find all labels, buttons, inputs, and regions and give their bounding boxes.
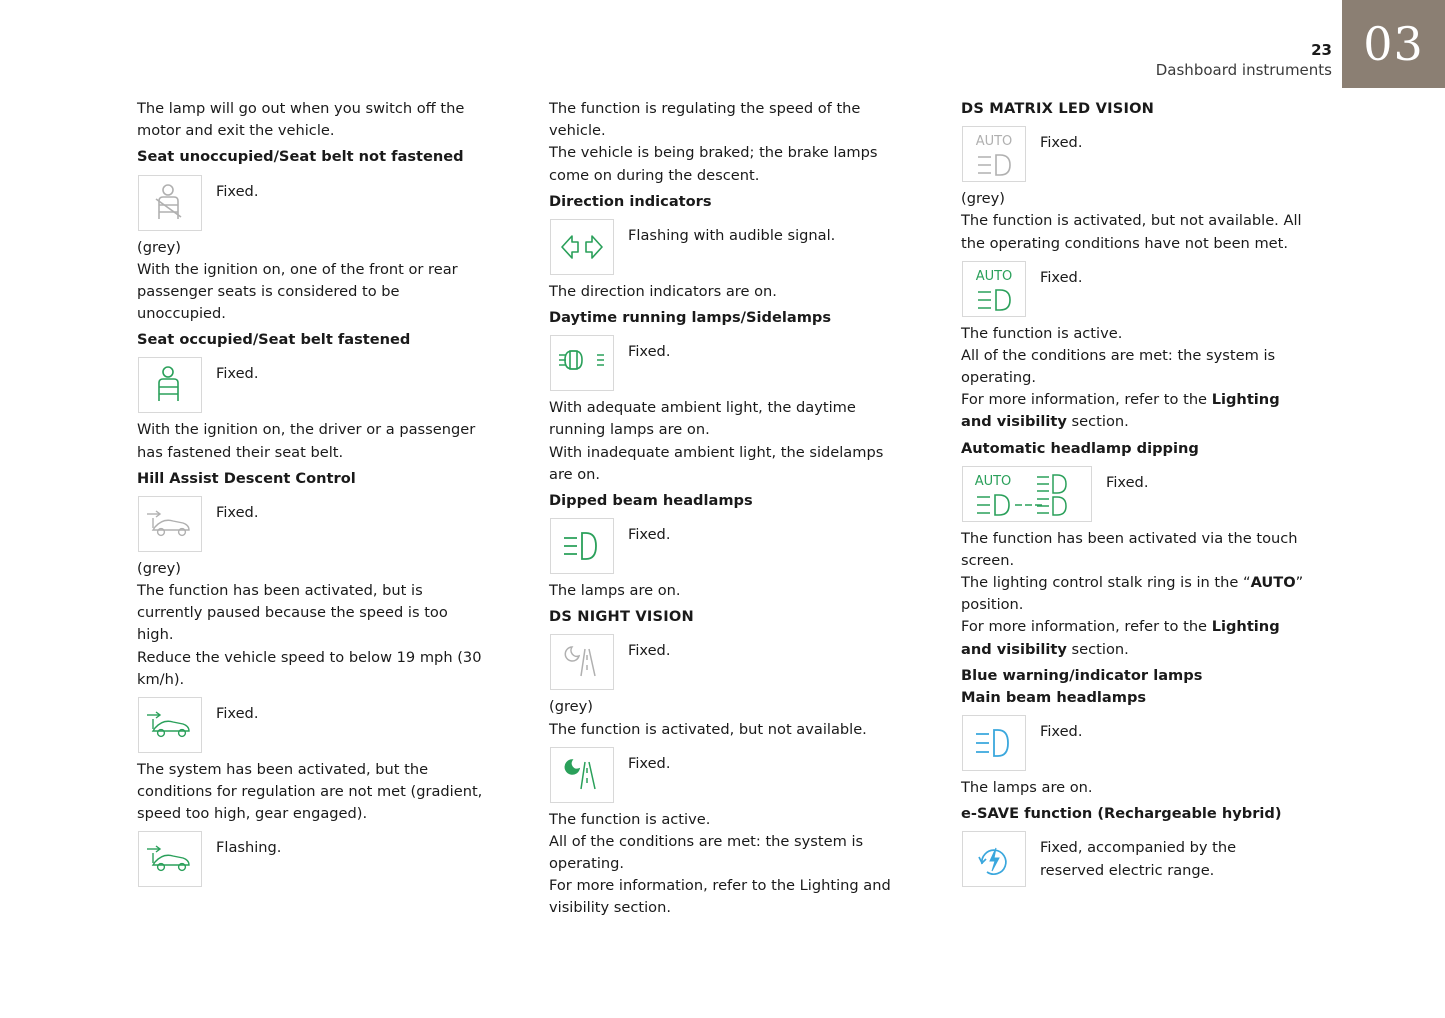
svg-text:AUTO: AUTO bbox=[975, 134, 1013, 150]
automatic-headlamp-dipping-icon bbox=[962, 466, 1092, 522]
heading-daytime-running-lamps: Daytime running lamps/Sidelamps bbox=[549, 309, 832, 327]
chapter-number: 03 bbox=[1363, 17, 1424, 71]
icon-caption: Fixed. bbox=[628, 526, 671, 544]
icon-row-matrix-led-grey bbox=[961, 126, 1309, 182]
paragraph: Reduce the vehicle speed to below 19 mph (30 km/h). bbox=[137, 648, 482, 688]
icon-caption: Fixed. bbox=[1106, 473, 1149, 491]
paragraph: The function is regulating the speed of the vehicle. bbox=[549, 100, 861, 140]
paragraph: With inadequate ambient light, the sidelamps are on. bbox=[549, 443, 884, 483]
page-number: 23 bbox=[1311, 41, 1332, 59]
page-header bbox=[1156, 40, 1332, 81]
paragraph-grey: (grey) bbox=[137, 238, 181, 256]
text-part: The lighting control stalk ring is in the “ bbox=[961, 574, 1251, 592]
icon-row-seat-unoccupied bbox=[137, 175, 485, 231]
icon-row-main-beam bbox=[961, 715, 1309, 771]
icon-caption: Fixed. bbox=[216, 503, 259, 521]
icon-caption: Flashing with audible signal. bbox=[628, 226, 836, 244]
icon-caption: Fixed, accompanied by the reserved electric range. bbox=[1040, 839, 1237, 879]
column-2 bbox=[549, 98, 897, 920]
paragraph: All of the conditions are met: the system is operating. bbox=[549, 832, 864, 873]
paragraph-auto-position bbox=[961, 572, 1309, 616]
text-part: section. bbox=[1066, 413, 1129, 431]
icon-caption: Flashing. bbox=[216, 839, 282, 857]
heading-main-beam: Main beam headlamps bbox=[961, 688, 1147, 706]
paragraph: The lamps are on. bbox=[549, 582, 681, 600]
icon-caption: Fixed. bbox=[216, 365, 259, 383]
paragraph: For more information, refer to the Lighting and visibility section. bbox=[549, 877, 891, 917]
paragraph: The lamps are on. bbox=[961, 779, 1093, 797]
icon-caption: Fixed. bbox=[216, 704, 259, 722]
paragraph: The function is active. bbox=[961, 324, 1123, 342]
icon-row-hill-descent-grey bbox=[137, 496, 485, 552]
daytime-running-lamps-icon bbox=[550, 335, 614, 391]
text-part-bold: Lighting and visibility bbox=[961, 618, 1280, 658]
text-part: For more information, refer to the bbox=[961, 618, 1212, 636]
paragraph: The function has been activated, but is currently paused because the speed is too high. bbox=[137, 582, 448, 644]
icon-caption: Fixed. bbox=[1040, 268, 1083, 286]
heading-ds-night-vision: DS NIGHT VISION bbox=[549, 608, 694, 626]
icon-row-night-vision-grey bbox=[549, 634, 897, 690]
icon-caption: Fixed. bbox=[1040, 723, 1083, 741]
column-3 bbox=[961, 98, 1309, 920]
paragraph: The function is active. bbox=[549, 810, 711, 828]
paragraph-grey: (grey) bbox=[137, 559, 181, 577]
paragraph: With the ignition on, the driver or a passenger has fastened their seat belt. bbox=[137, 421, 476, 461]
heading-ds-matrix-led-vision: DS MATRIX LED VISION bbox=[961, 100, 1155, 117]
icon-row-dipped-beam bbox=[549, 518, 897, 574]
paragraph: The system has been activated, but the conditions for regulation are not met (gradient, speed too high, gear engaged). bbox=[137, 760, 483, 823]
icon-row-automatic-headlamp-dipping bbox=[961, 466, 1309, 522]
icon-caption: Fixed. bbox=[628, 754, 671, 772]
icon-caption: Fixed. bbox=[628, 343, 671, 361]
direction-indicators-icon bbox=[550, 219, 614, 275]
heading-e-save: e-SAVE function (Rechargeable hybrid) bbox=[961, 805, 1282, 823]
paragraph: All of the conditions are met: the system is operating. bbox=[961, 346, 1276, 387]
icon-row-direction-indicators bbox=[549, 219, 897, 275]
chapter-tab bbox=[1342, 0, 1445, 88]
icon-caption: Fixed. bbox=[216, 182, 259, 200]
content-columns bbox=[137, 98, 1309, 920]
paragraph: The vehicle is being braked; the brake lamps come on during the descent. bbox=[549, 144, 878, 184]
paragraph: The direction indicators are on. bbox=[549, 282, 777, 300]
icon-row-matrix-led-green bbox=[961, 261, 1309, 317]
paragraph: The lamp will go out when you switch off the motor and exit the vehicle. bbox=[137, 100, 465, 140]
icon-row-seat-occupied bbox=[137, 357, 485, 413]
hill-descent-green-icon bbox=[138, 697, 202, 753]
icon-row-hill-descent-flashing bbox=[137, 831, 485, 887]
heading-direction-indicators: Direction indicators bbox=[549, 192, 712, 210]
auto-matrix-led-green-icon bbox=[962, 261, 1026, 317]
e-save-icon bbox=[962, 831, 1026, 887]
heading-seat-unoccupied: Seat unoccupied/Seat belt not fastened bbox=[137, 148, 464, 166]
paragraph: The function is activated, but not available. All the operating conditions have not been met. bbox=[961, 212, 1302, 252]
paragraph: The function has been activated via the touch screen. bbox=[961, 529, 1298, 569]
paragraph: With the ignition on, one of the front or rear passenger seats is considered to be unoccupied. bbox=[137, 260, 458, 323]
column-1 bbox=[137, 98, 485, 920]
heading-dipped-beam: Dipped beam headlamps bbox=[549, 491, 753, 509]
heading-seat-occupied: Seat occupied/Seat belt fastened bbox=[137, 331, 411, 349]
seatbelt-unfastened-icon bbox=[138, 175, 202, 231]
paragraph-lighting-ref bbox=[961, 389, 1309, 433]
icon-caption: Fixed. bbox=[628, 642, 671, 660]
paragraph: With adequate ambient light, the daytime running lamps are on. bbox=[549, 399, 856, 439]
text-part: ” position. bbox=[961, 574, 1304, 614]
icon-caption: Fixed. bbox=[1040, 134, 1083, 152]
dipped-beam-icon bbox=[550, 518, 614, 574]
auto-matrix-led-grey-icon bbox=[962, 126, 1026, 182]
text-part-bold: Lighting and visibility bbox=[961, 391, 1280, 431]
icon-row-hill-descent-green bbox=[137, 697, 485, 753]
seatbelt-fastened-icon bbox=[138, 357, 202, 413]
svg-text:AUTO: AUTO bbox=[974, 473, 1012, 489]
heading-automatic-headlamp-dipping: Automatic headlamp dipping bbox=[961, 439, 1199, 457]
paragraph-grey: (grey) bbox=[961, 190, 1005, 208]
text-part: For more information, refer to the bbox=[961, 391, 1212, 409]
section-title: Dashboard instruments bbox=[1155, 61, 1332, 80]
hill-descent-green-icon bbox=[138, 831, 202, 887]
hill-descent-grey-icon bbox=[138, 496, 202, 552]
night-vision-grey-icon bbox=[550, 634, 614, 690]
text-part: section. bbox=[1066, 640, 1129, 658]
paragraph-grey: (grey) bbox=[549, 698, 593, 716]
svg-text:AUTO: AUTO bbox=[975, 268, 1013, 284]
icon-row-e-save bbox=[961, 831, 1309, 887]
night-vision-green-icon bbox=[550, 747, 614, 803]
icon-row-daytime-running-lamps bbox=[549, 335, 897, 391]
main-beam-icon bbox=[962, 715, 1026, 771]
heading-hill-assist: Hill Assist Descent Control bbox=[137, 469, 356, 487]
heading-blue-warning-lamps: Blue warning/indicator lamps bbox=[961, 666, 1203, 684]
paragraph: The function is activated, but not available. bbox=[549, 720, 867, 738]
text-part-bold: AUTO bbox=[1250, 574, 1296, 592]
icon-row-night-vision-green bbox=[549, 747, 897, 803]
paragraph-lighting-ref bbox=[961, 616, 1309, 660]
